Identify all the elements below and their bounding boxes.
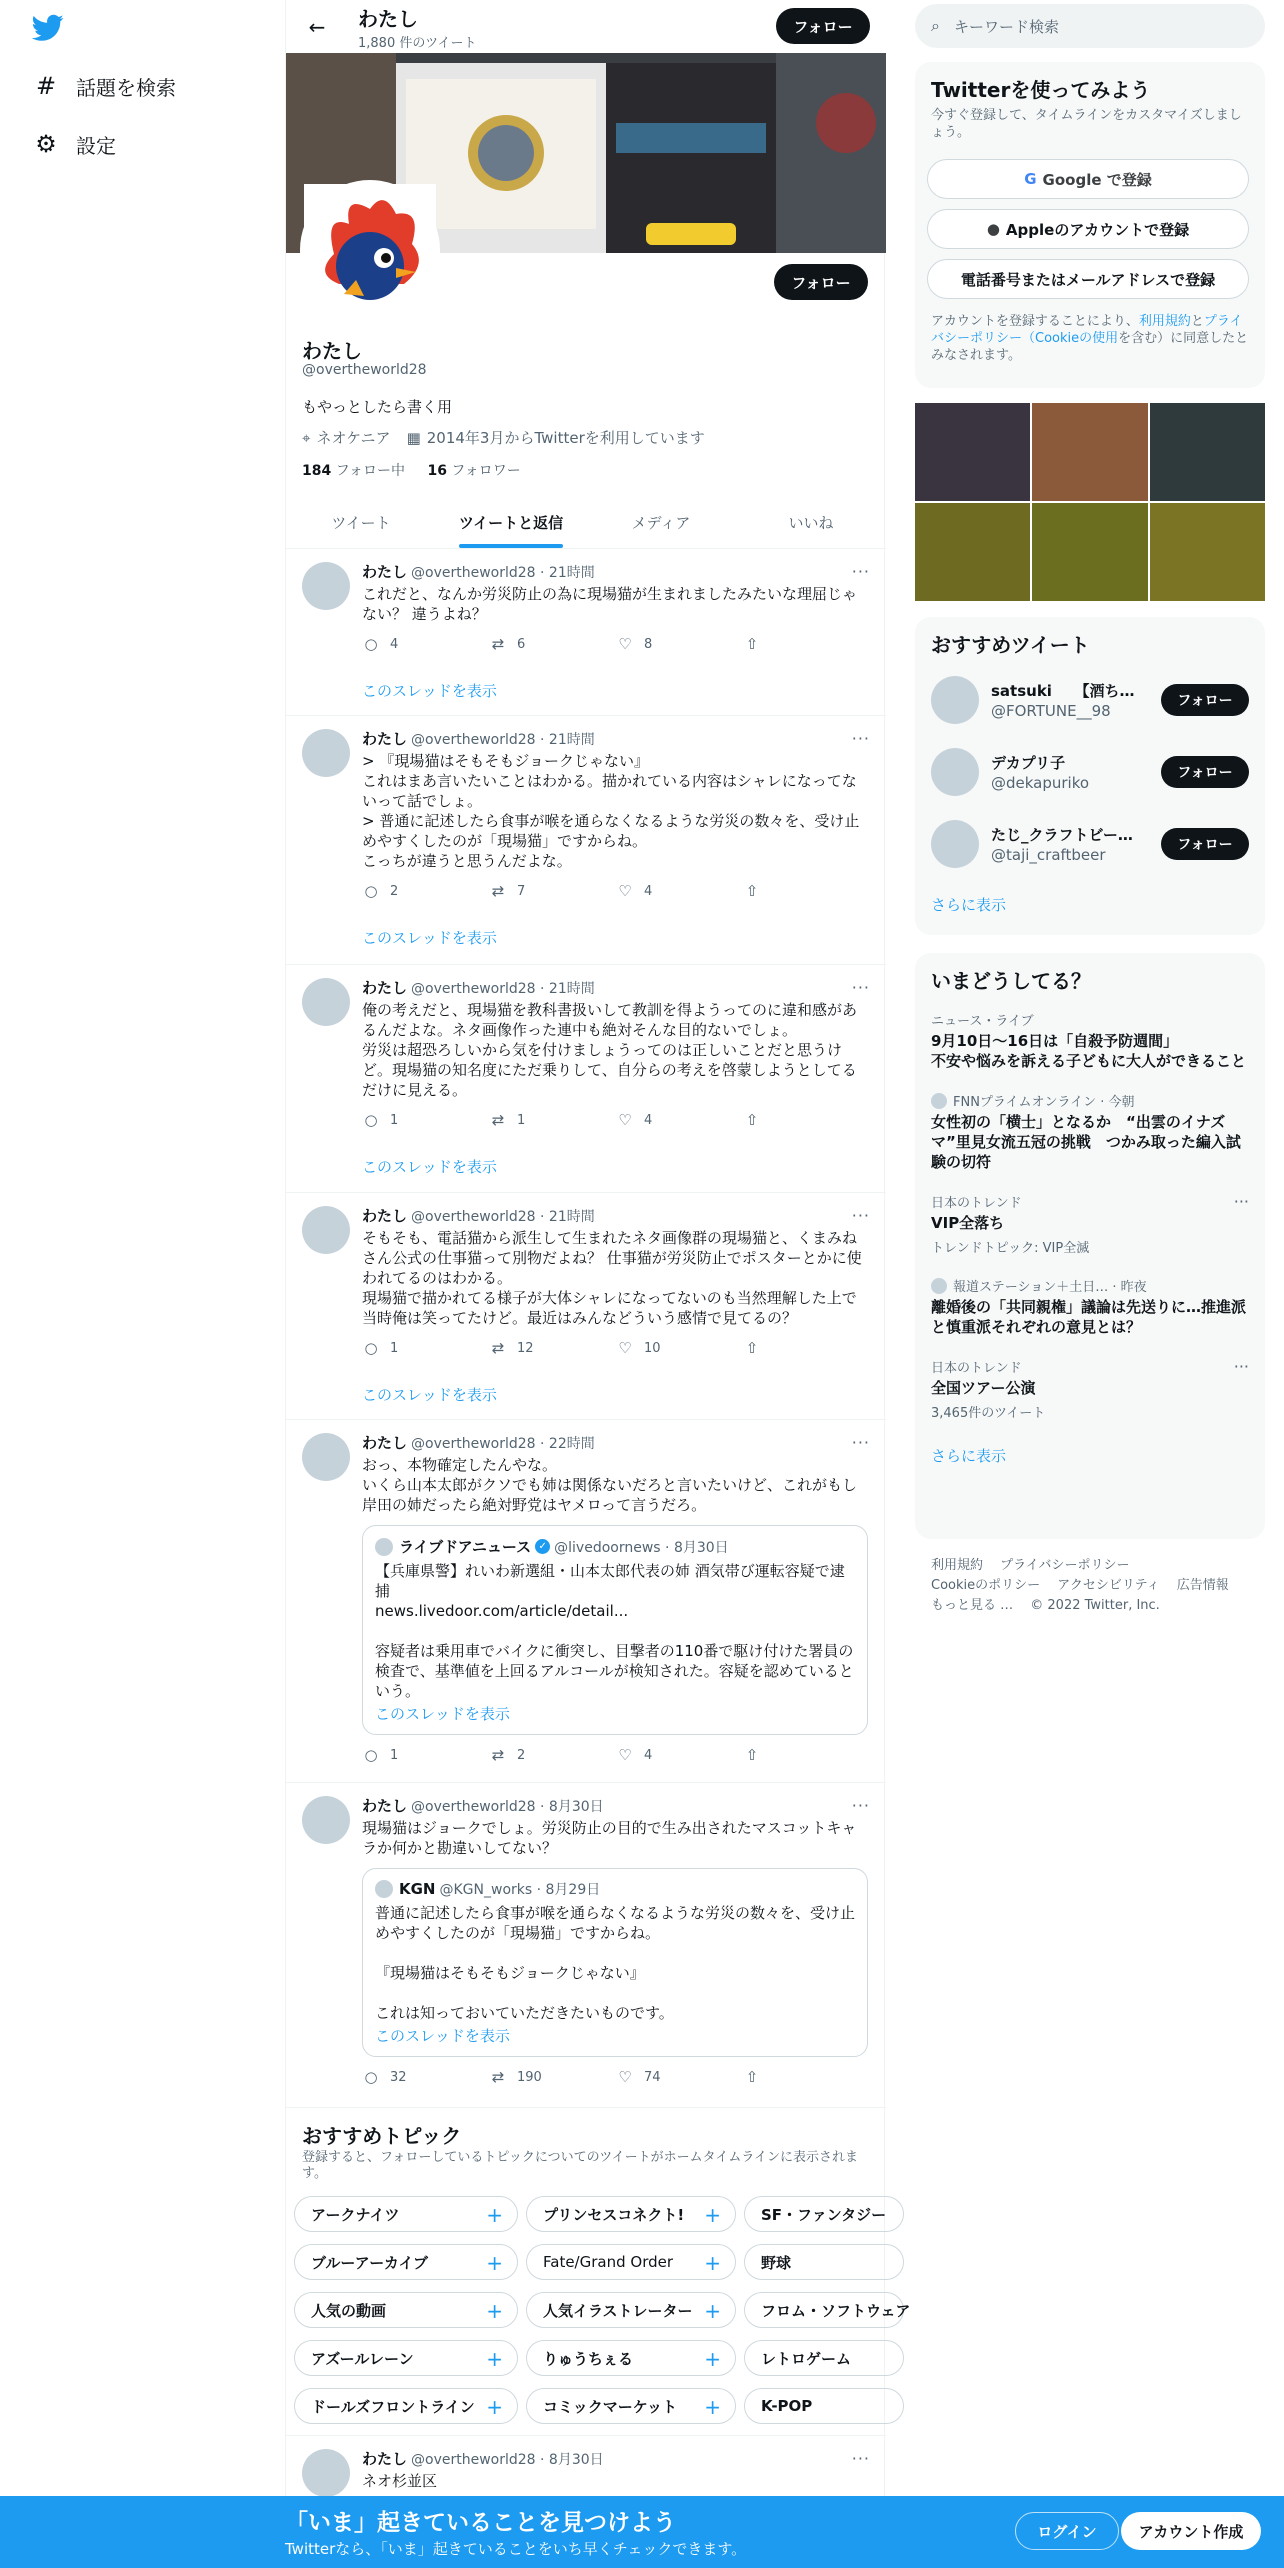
like-button[interactable]: ♡ 74 [616,2067,743,2087]
profile-avatar[interactable] [300,180,440,320]
retweet-icon: ⇄ [491,1111,505,1129]
gear-icon: ⚙ [35,130,57,158]
tab-tweets[interactable]: ツイート [331,513,391,532]
retweet-button[interactable]: ⇄ 6 [489,634,616,654]
tweet-actions [362,1745,870,1765]
signup-title: Twitterを使ってみよう [931,78,1151,102]
retweet-icon: ⇄ [491,882,505,900]
plus-icon[interactable]: + [486,2299,503,2323]
topic-chip[interactable]: コミックマーケット + [526,2388,736,2424]
profile-tabs [286,496,886,549]
tweet[interactable] [286,1784,886,2108]
reply-icon: ○ [364,1339,378,1357]
header-tweet-count: 1,880 件のツイート [358,35,477,51]
calendar-icon: ▦ [406,428,421,447]
header-name: わたし [358,6,418,31]
media-thumbnail[interactable] [1150,503,1265,601]
search-placeholder: キーワード検索 [953,17,1059,36]
bottom-bar-title: 「いま」起きていることを見つけよう [285,2510,676,2536]
media-thumbnail[interactable] [915,403,1030,501]
reply-button[interactable]: ○ 2 [362,881,489,901]
topic-chip[interactable]: 人気イラストレーター + [526,2292,736,2328]
tweet-actions [362,1110,870,1130]
avatar [931,676,979,724]
tweet-actions [362,634,870,654]
retweet-button[interactable]: ⇄ 1 [489,1110,616,1130]
topic-chip[interactable]: ブルーアーカイブ + [294,2244,518,2280]
more-icon[interactable]: ··· [851,1796,870,1815]
google-signup-button[interactable]: G Google で登録 [927,159,1249,199]
reply-button[interactable]: ○ 1 [362,1338,489,1358]
share-icon: ⇧ [745,635,759,653]
retweet-button[interactable]: ⇄ 190 [489,2067,616,2087]
avatar[interactable] [302,729,350,777]
topics-title: おすすめトピック [302,2124,462,2148]
avatar[interactable] [302,1796,350,1844]
show-thread-link[interactable]: このスレッドを表示 [362,929,497,947]
follow-button[interactable]: フォロー [1161,756,1249,788]
follow-button[interactable]: フォロー [1161,684,1249,716]
topic-chip[interactable]: 野球 [744,2244,904,2280]
media-grid [915,403,1265,601]
right-sidebar [915,0,1265,2568]
plus-icon[interactable]: + [486,2395,503,2419]
tweet-header: わたし @overtheworld28 · 21時間 [362,730,595,748]
bottom-bar-subtitle: Twitterなら、「いま」起きていることをいち早くチェックできます。 [285,2540,747,2558]
avatar [931,1093,947,1109]
show-thread-link[interactable]: このスレッドを表示 [375,1705,510,1723]
tweet-actions [362,1338,870,1358]
topic-chip[interactable]: りゅうちぇる + [526,2340,736,2376]
footer-link[interactable]: 広告情報 [1176,1578,1229,1593]
login-button[interactable]: ログイン [1015,2512,1119,2550]
heart-icon: ♡ [618,635,632,653]
topic-chip[interactable]: ドールズフロントライン + [294,2388,518,2424]
footer-link[interactable]: Cookieのポリシー [931,1578,1041,1593]
reply-icon: ○ [364,635,378,653]
trends-card [915,953,1265,1539]
tab-likes[interactable]: いいね [788,513,834,532]
tweet-text: おっ、本物確定したんやな。 いくら山本太郎がクソでも姉は関係ないだろと言いたいけど、これがもし岸田の姉だったら絶対野党はヤメロって言うだろ。 [362,1456,858,1514]
more-icon[interactable]: ··· [1233,1192,1249,1211]
share-button[interactable] [743,1110,870,1130]
topic-chip[interactable]: レトロゲーム [744,2340,904,2376]
retweet-icon: ⇄ [491,2068,505,2086]
phone-email-signup-button[interactable]: 電話番号またはメールアドレスで登録 [927,259,1249,299]
retweet-button[interactable]: ⇄ 12 [489,1338,616,1358]
plus-icon[interactable]: + [486,2203,503,2227]
tab-tweets-and-replies[interactable]: ツイートと返信 [436,496,586,548]
avatar[interactable] [302,2449,350,2497]
show-thread-link[interactable]: このスレッドを表示 [375,2027,510,2045]
footer-links [931,1556,1251,1616]
plus-icon[interactable]: + [486,2251,503,2275]
topic-chip[interactable]: アークナイツ + [294,2196,518,2232]
signup-description: 今すぐ登録して、タイムラインをカスタマイズしましょう。 [931,108,1242,140]
tab-media[interactable]: メディア [631,513,691,532]
recommend-user[interactable]: デカプリ子 @dekapuriko フォロー [915,736,1265,808]
quote-text: 【兵庫県警】れいわ新選組・山本太郎代表の姉 酒気帯び運転容疑で逮捕 news.livedoor.com/article/detail... 容疑者は乗用車でバイクに衝突し、目撃者の110番で駆け付けた署員の検査で、基準値を上回るアルコールが検知された。容疑を認めているという。 [375,1562,854,1700]
tweet-header: わたし @overtheworld28 · 8月30日 [362,2450,604,2468]
tweet-text: 俺の考えだと、現場猫を教科書扱いして教訓を得ようってのに違和感があるんだよな。ネタ画像作った連中も絶対そんな目的ないでしょ。 労災は超恐ろしいから気を付けましょうってのは正しいことだと思うけど。現場猫の知名度にただ乗りして、自分らの考えを啓蒙しようとしてるだけに見える。 [362,1001,858,1099]
tweet[interactable] [286,966,886,1193]
quoted-tweet[interactable] [362,1868,868,2057]
show-thread-link[interactable]: このスレッドを表示 [362,682,497,700]
more-icon[interactable]: ··· [851,1206,870,1225]
signup-button[interactable]: アカウント作成 [1121,2512,1261,2550]
footer-link[interactable]: アクセシビリティ [1057,1578,1160,1593]
share-button[interactable] [743,881,870,901]
more-icon[interactable]: ··· [851,1433,870,1452]
plus-icon[interactable]: + [704,2299,721,2323]
footer-link[interactable]: プライバシーポリシー [1000,1558,1130,1573]
recommend-title: おすすめツイート [931,633,1090,657]
share-icon: ⇧ [745,1746,759,1764]
tweet-header: わたし @overtheworld28 · 21時間 [362,979,595,997]
reply-icon: ○ [364,1111,378,1129]
reply-icon: ○ [364,2068,378,2086]
reply-icon: ○ [364,1746,378,1764]
footer-link[interactable]: 利用規約 [931,1558,984,1573]
share-icon: ⇧ [745,1111,759,1129]
like-button[interactable]: ♡ 8 [616,634,743,654]
quoted-tweet[interactable] [362,1525,868,1735]
share-button[interactable] [743,1745,870,1765]
tweet-header: わたし @overtheworld28 · 21時間 [362,563,595,581]
avatar [375,1880,393,1898]
profile-handle: @overtheworld28 [302,362,427,378]
footer-link[interactable]: もっと見る … [931,1598,1014,1613]
twitter-logo-icon[interactable] [32,14,64,42]
plus-icon[interactable]: + [704,2251,721,2275]
avatar[interactable] [302,978,350,1026]
media-thumbnail[interactable] [1032,503,1147,601]
header-follow-button[interactable]: フォロー [776,8,870,44]
avatar [931,820,979,868]
show-more-link[interactable]: さらに表示 [931,896,1007,914]
trend-item[interactable]: 報道ステーション＋土日… · 昨夜 離婚後の「共同親権」議論は先送りに…推進派と慎重派それぞれの意見とは？ [915,1266,1265,1347]
profile-joined: 2014年3月からTwitterを利用しています [426,429,705,447]
media-thumbnail[interactable] [1150,403,1265,501]
tweet-text: 現場猫はジョークでしょ。労災防止の目的で生み出されたマスコットキャラか何かと勘違いしてない？ [362,1819,857,1857]
profile-header [286,0,886,53]
trend-item[interactable]: ニュース・ライブ 9月10日〜16日は「自殺予防週間」 不安や悩みを訴える子どもに大人ができること [931,1014,1247,1070]
retweet-button[interactable]: ⇄ 2 [489,1745,616,1765]
reply-button[interactable]: ○ 1 [362,1110,489,1130]
show-thread-link[interactable]: このスレッドを表示 [362,1158,497,1176]
more-icon[interactable]: ··· [1233,1357,1249,1376]
share-icon: ⇧ [745,1339,759,1357]
plus-icon[interactable]: + [486,2347,503,2371]
terms-link[interactable]: 利用規約 [1138,314,1191,329]
nav-explore[interactable] [32,66,176,106]
avatar[interactable] [302,1206,350,1254]
avatar [931,1278,947,1294]
profile-meta [302,427,705,448]
reply-button[interactable]: ○ 4 [362,634,489,654]
left-nav [0,0,285,2568]
heart-icon: ♡ [618,1339,632,1357]
topic-chip[interactable]: プリンセスコネクト! + [526,2196,736,2232]
tweet-text: そもそも、電話猫から派生して生まれたネタ画像群の現場猫と、くまみねさん公式の仕事猫って別物だよね？ 仕事猫が労災防止でポスターとかに使われてるのはわかる。 現場猫で描かれてる様子が大体シャレになってないのも当然理解した上で当時俺は笑ってたけど。最近はみんなどういう感情で見てるの？ [362,1229,862,1327]
tweet-text: ネオ杉並区 [362,2472,438,2490]
following-link[interactable]: 184 フォロー中 [302,463,405,479]
profile-follow-button[interactable]: フォロー [774,264,868,300]
profile-name: わたし [302,339,362,363]
copyright: © 2022 Twitter, Inc. [1030,1598,1160,1613]
tweet-actions [362,881,870,901]
retweet-button[interactable]: ⇄ 7 [489,881,616,901]
media-thumbnail[interactable] [1032,403,1147,501]
more-icon[interactable]: ··· [851,729,870,748]
quote-text: 普通に記述したら食事が喉を通らなくなるような労災の数々を、受け止めやすくしたのが「現場猫」ですからね。 『現場猫はそもそもジョークじゃない』 これは知っておいていただきたいものです。 [375,1904,856,2022]
follow-button[interactable]: フォロー [1161,828,1249,860]
main-column [285,0,911,2568]
trend-item[interactable]: 日本のトレンド VIP全落ち トレンドトピック: VIP全滅 ··· [931,1192,1249,1256]
like-button[interactable]: ♡ 4 [616,881,743,901]
topic-chip[interactable]: アズールレーン + [294,2340,518,2376]
plus-icon[interactable]: + [704,2203,721,2227]
tweet[interactable] [286,1421,886,1783]
heart-icon: ♡ [618,882,632,900]
profile-bio: もやっとしたら書く用 [302,398,453,416]
profile-location: ネオケニア [316,429,391,447]
avatar[interactable] [302,562,350,610]
recommend-user[interactable]: satsuki 【酒ち… @FORTUNE__98 フォロー [915,664,1265,736]
bottom-signup-bar [0,2496,1284,2568]
reply-button[interactable]: ○ 1 [362,1745,489,1765]
recommend-user[interactable]: たじ_クラフトビー… @taji_craftbeer フォロー [915,808,1265,880]
retweet-icon: ⇄ [491,1746,505,1764]
plus-icon[interactable]: + [704,2395,721,2419]
trend-item[interactable]: FNNプライムオンライン · 今朝 女性初の「横士」となるか “出雲のイナズマ”里見女流五冠の挑戦 つかみ取った編入試験の切符 [915,1081,1265,1182]
show-more-link[interactable]: さらに表示 [931,1447,1007,1465]
like-button[interactable]: ♡ 4 [616,1110,743,1130]
nav-settings[interactable] [32,124,116,164]
quote-header: ライブドアニュース ✓ @livedoornews · 8月30日 [375,1536,855,1557]
topic-chip[interactable]: フロム・ソフトウェア [744,2292,904,2328]
search-icon: ⌕ [931,16,940,35]
trend-item[interactable]: 日本のトレンド 全国ツアー公演 3,465件のツイート ··· [931,1357,1249,1421]
cookie-link[interactable]: （Cookieの使用 [1022,331,1119,346]
back-arrow-icon[interactable]: ← [308,14,326,39]
verified-badge-icon: ✓ [535,1539,550,1554]
reply-icon: ○ [364,882,378,900]
retweet-icon: ⇄ [491,1339,505,1357]
media-thumbnail[interactable] [915,503,1030,601]
google-icon: G [1024,170,1037,188]
profile-follow-counts [302,460,521,480]
hashtag-icon: # [35,72,57,100]
tweet[interactable] [286,550,886,716]
apple-signup-button[interactable]: ● Appleのアカウントで登録 [927,209,1249,249]
heart-icon: ♡ [618,2068,632,2086]
apple-icon: ● [986,220,1000,238]
share-icon: ⇧ [745,882,759,900]
share-button[interactable] [743,634,870,654]
topics-description: 登録すると、フォローしているトピックについてのツイートがホームタイムラインに表示されます。 [302,2150,859,2181]
tweet[interactable] [286,1194,886,1420]
topic-chip[interactable]: 人気の動画 + [294,2292,518,2328]
recommended-topics [286,2108,911,2436]
signup-card [915,62,1265,388]
heart-icon: ♡ [618,1111,632,1129]
tweet-header: わたし @overtheworld28 · 21時間 [362,1207,595,1225]
more-icon[interactable]: ··· [851,2449,870,2468]
share-icon: ⇧ [745,2068,759,2086]
show-thread-link[interactable]: このスレッドを表示 [362,1386,497,1404]
tweet-text: これだと、なんか労災防止の為に現場猫が生まれましたみたいな理屈じゃない？ 違うよね？ [362,585,858,623]
avatar[interactable] [302,1433,350,1481]
more-icon[interactable]: ··· [851,562,870,581]
tweet-header: わたし @overtheworld28 · 22時間 [362,1434,595,1452]
heart-icon: ♡ [618,1746,632,1764]
signup-legal: アカウントを登録することにより、利用規約とプライバシーポリシー（Cookieの使用を含む）に同意したとみなされます。 [931,314,1249,363]
topic-chip[interactable]: K-POP [744,2388,904,2424]
tweet-text: > 『現場猫はそもそもジョークじゃない』 これはまあ言いたいことはわかる。描かれている内容はシャレになってないって話でしょ。 > 普通に記述したら食事が喉を通らなくなるような労災の数々を、受け止めやすくしたのが「現場猫」ですからね。 こっちが違うと思うんだよな。 [362,752,860,870]
avatar [931,748,979,796]
nav-explore-label: 話題を検索 [76,75,176,100]
plus-icon[interactable]: + [704,2347,721,2371]
tweet-actions [362,2067,870,2087]
search-input[interactable] [915,4,1265,48]
privacy-link[interactable]: プライバシーポリシー [931,314,1243,346]
share-button[interactable] [743,1338,870,1358]
share-button[interactable] [743,2067,870,2087]
recommend-card [915,617,1265,935]
nav-settings-label: 設定 [76,133,116,158]
topic-chip[interactable]: SF・ファンタジー [744,2196,904,2232]
followers-link[interactable]: 16 フォロワー [427,463,521,479]
like-button[interactable]: ♡ 10 [616,1338,743,1358]
tweet[interactable] [286,717,886,965]
more-icon[interactable]: ··· [851,978,870,997]
avatar [375,1538,393,1556]
reply-button[interactable]: ○ 32 [362,2067,489,2087]
like-button[interactable]: ♡ 4 [616,1745,743,1765]
topic-chip[interactable]: Fate/Grand Order + [526,2244,736,2280]
tweet-header: わたし @overtheworld28 · 8月30日 [362,1797,604,1815]
trends-title: いまどうしてる？ [931,969,1091,993]
quote-header: KGN @KGN_works · 8月29日 [375,1879,855,1899]
location-icon: ⌖ [302,428,311,447]
retweet-icon: ⇄ [491,635,505,653]
